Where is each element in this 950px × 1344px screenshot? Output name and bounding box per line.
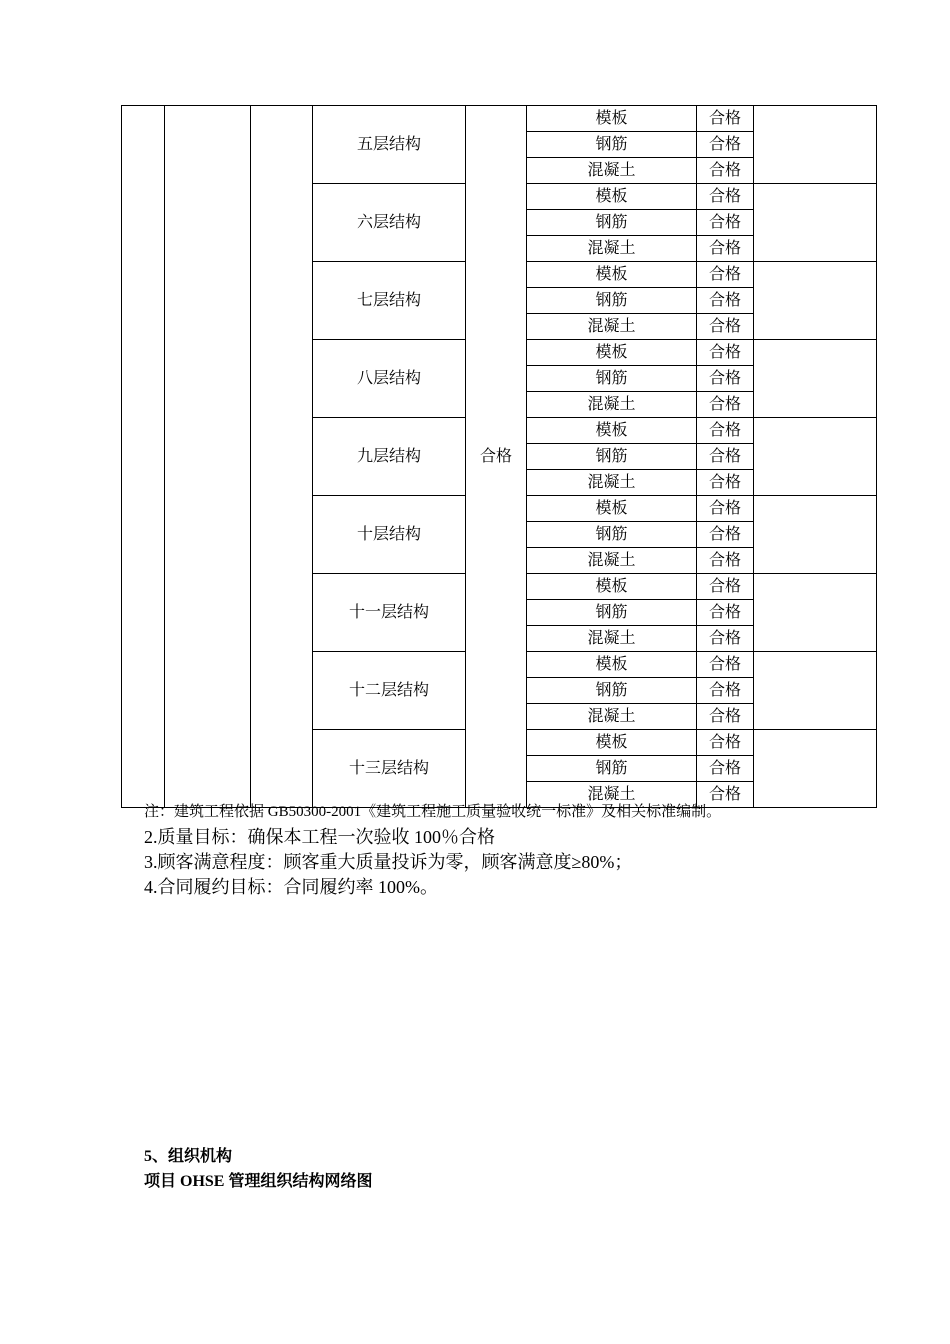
result-cell: 合格 <box>697 340 754 366</box>
result-cell: 合格 <box>697 106 754 132</box>
result-cell: 合格 <box>697 158 754 184</box>
result-cell: 合格 <box>697 132 754 158</box>
section-name-cell: 五层结构 <box>313 106 466 184</box>
result-cell: 合格 <box>697 730 754 756</box>
section-name-cell: 十一层结构 <box>313 574 466 652</box>
result-cell: 合格 <box>697 288 754 314</box>
section-name-cell: 九层结构 <box>313 418 466 496</box>
result-cell: 合格 <box>697 600 754 626</box>
item-cell: 混凝土 <box>527 314 697 340</box>
inspection-table-body <box>122 106 877 808</box>
item-cell: 混凝土 <box>527 548 697 574</box>
blank-col-2 <box>165 106 251 808</box>
item-cell: 模板 <box>527 418 697 444</box>
item-cell: 钢筋 <box>527 522 697 548</box>
item-cell: 钢筋 <box>527 444 697 470</box>
item-cell: 钢筋 <box>527 678 697 704</box>
result-cell: 合格 <box>697 262 754 288</box>
result-cell: 合格 <box>697 210 754 236</box>
item-cell: 模板 <box>527 106 697 132</box>
result-cell: 合格 <box>697 652 754 678</box>
section-name-cell: 十三层结构 <box>313 730 466 808</box>
result-cell: 合格 <box>697 470 754 496</box>
section-name-cell: 八层结构 <box>313 340 466 418</box>
remarks-cell <box>754 496 877 574</box>
result-cell: 合格 <box>697 522 754 548</box>
item-cell: 混凝土 <box>527 158 697 184</box>
section-name-cell: 十层结构 <box>313 496 466 574</box>
item-cell: 钢筋 <box>527 132 697 158</box>
result-cell: 合格 <box>697 574 754 600</box>
customer-satisfaction-goal: 3.顾客满意程度：顾客重大质量投诉为零，顾客满意度≥80%； <box>144 852 633 872</box>
result-cell: 合格 <box>697 184 754 210</box>
remarks-cell <box>754 652 877 730</box>
remarks-cell <box>754 730 877 808</box>
table-row <box>122 106 877 132</box>
remarks-cell <box>754 262 877 340</box>
result-cell: 合格 <box>697 236 754 262</box>
overall-result-cell: 合格 <box>466 106 527 808</box>
result-cell: 合格 <box>697 366 754 392</box>
item-cell: 模板 <box>527 340 697 366</box>
result-cell: 合格 <box>697 548 754 574</box>
quality-goal: 2.质量目标：确保本工程一次验收 100％合格 <box>144 827 495 847</box>
section-name-cell: 十二层结构 <box>313 652 466 730</box>
table-note: 注：建筑工程依据 GB50300-2001《建筑工程施工质量验收统一标准》及相关标准编制。 <box>144 804 722 820</box>
item-cell: 混凝土 <box>527 392 697 418</box>
item-cell: 钢筋 <box>527 756 697 782</box>
item-cell: 混凝土 <box>527 704 697 730</box>
result-cell: 合格 <box>697 782 754 808</box>
result-cell: 合格 <box>697 392 754 418</box>
blank-col-1 <box>122 106 165 808</box>
result-cell: 合格 <box>697 418 754 444</box>
contract-performance-goal: 4.合同履约目标：合同履约率 100%。 <box>144 877 438 897</box>
org-chart-subheading: 项目 OHSE 管理组织结构网络图 <box>144 1173 373 1190</box>
item-cell: 模板 <box>527 652 697 678</box>
item-cell: 混凝土 <box>527 782 697 808</box>
remarks-cell <box>754 340 877 418</box>
item-cell: 钢筋 <box>527 366 697 392</box>
blank-col-3 <box>251 106 313 808</box>
item-cell: 模板 <box>527 184 697 210</box>
item-cell: 模板 <box>527 730 697 756</box>
item-cell: 模板 <box>527 496 697 522</box>
result-cell: 合格 <box>697 704 754 730</box>
result-cell: 合格 <box>697 444 754 470</box>
remarks-cell <box>754 184 877 262</box>
item-cell: 钢筋 <box>527 288 697 314</box>
section-name-cell: 六层结构 <box>313 184 466 262</box>
remarks-cell <box>754 418 877 496</box>
item-cell: 钢筋 <box>527 210 697 236</box>
section-name-cell: 七层结构 <box>313 262 466 340</box>
item-cell: 模板 <box>527 262 697 288</box>
item-cell: 混凝土 <box>527 470 697 496</box>
remarks-cell <box>754 106 877 184</box>
result-cell: 合格 <box>697 626 754 652</box>
item-cell: 模板 <box>527 574 697 600</box>
result-cell: 合格 <box>697 314 754 340</box>
result-cell: 合格 <box>697 756 754 782</box>
remarks-cell <box>754 574 877 652</box>
item-cell: 钢筋 <box>527 600 697 626</box>
item-cell: 混凝土 <box>527 236 697 262</box>
result-cell: 合格 <box>697 496 754 522</box>
section-heading: 5、组织机构 <box>144 1148 233 1165</box>
item-cell: 混凝土 <box>527 626 697 652</box>
inspection-table <box>121 105 877 808</box>
result-cell: 合格 <box>697 678 754 704</box>
